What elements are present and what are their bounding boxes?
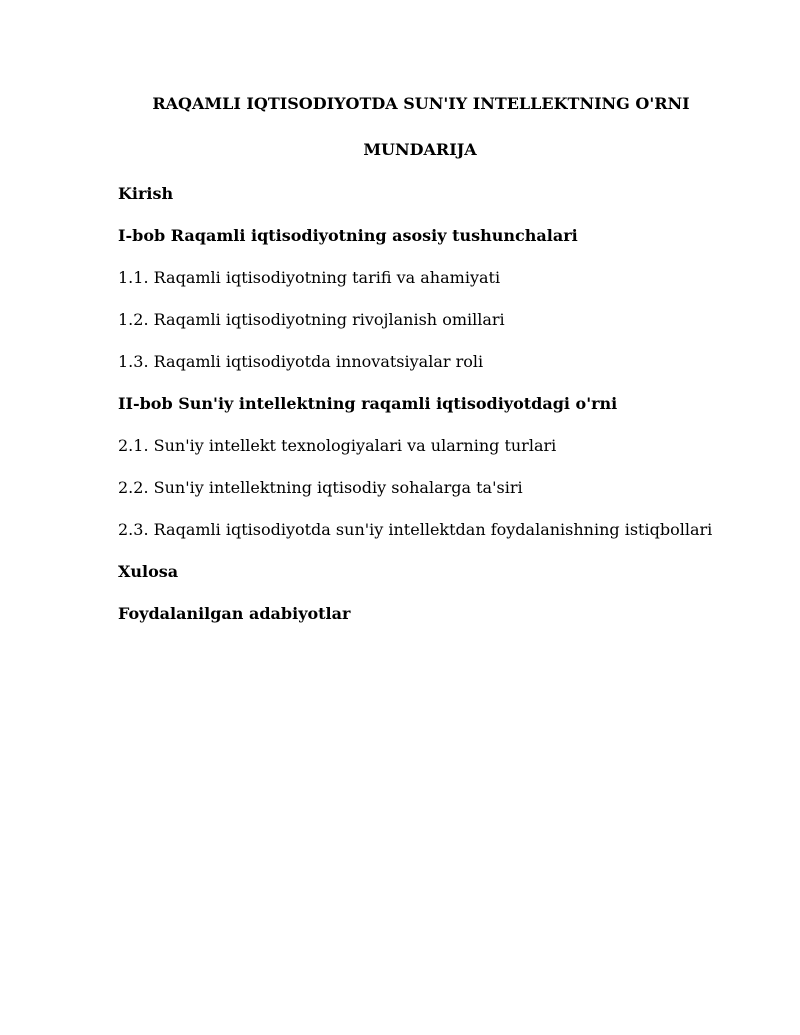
toc-entry-chapter-2: II-bob Sun'iy intellektning raqamli iqtisodiyotdagi o'rni bbox=[118, 394, 618, 413]
document-title: RAQAMLI IQTISODIYOTDA SUN'IY INTELLEKTNING O'RNI bbox=[152, 94, 690, 113]
toc-entry-section-2-3: 2.3. Raqamli iqtisodiyotda sun'iy intellektdan foydalanishning istiqbollari bbox=[118, 520, 713, 539]
toc-entry-section-1-2: 1.2. Raqamli iqtisodiyotning rivojlanish omillari bbox=[118, 310, 505, 329]
toc-entry-section-1-3: 1.3. Raqamli iqtisodiyotda innovatsiyalar roli bbox=[118, 352, 484, 371]
toc-entry-conclusion: Xulosa bbox=[118, 562, 179, 581]
table-of-contents bbox=[118, 184, 778, 646]
toc-entry-section-2-2: 2.2. Sun'iy intellektning iqtisodiy sohalarga ta'siri bbox=[118, 478, 523, 497]
toc-entry-section-2-1: 2.1. Sun'iy intellekt texnologiyalari va ularning turlari bbox=[118, 436, 557, 455]
toc-entry-introduction: Kirish bbox=[118, 184, 174, 203]
toc-entry-section-1-1: 1.1. Raqamli iqtisodiyotning tarifi va ahamiyati bbox=[118, 268, 501, 287]
toc-entry-chapter-1: I-bob Raqamli iqtisodiyotning asosiy tushunchalari bbox=[118, 226, 578, 245]
toc-heading: MUNDARIJA bbox=[363, 140, 477, 159]
toc-entry-references: Foydalanilgan adabiyotlar bbox=[118, 604, 351, 623]
